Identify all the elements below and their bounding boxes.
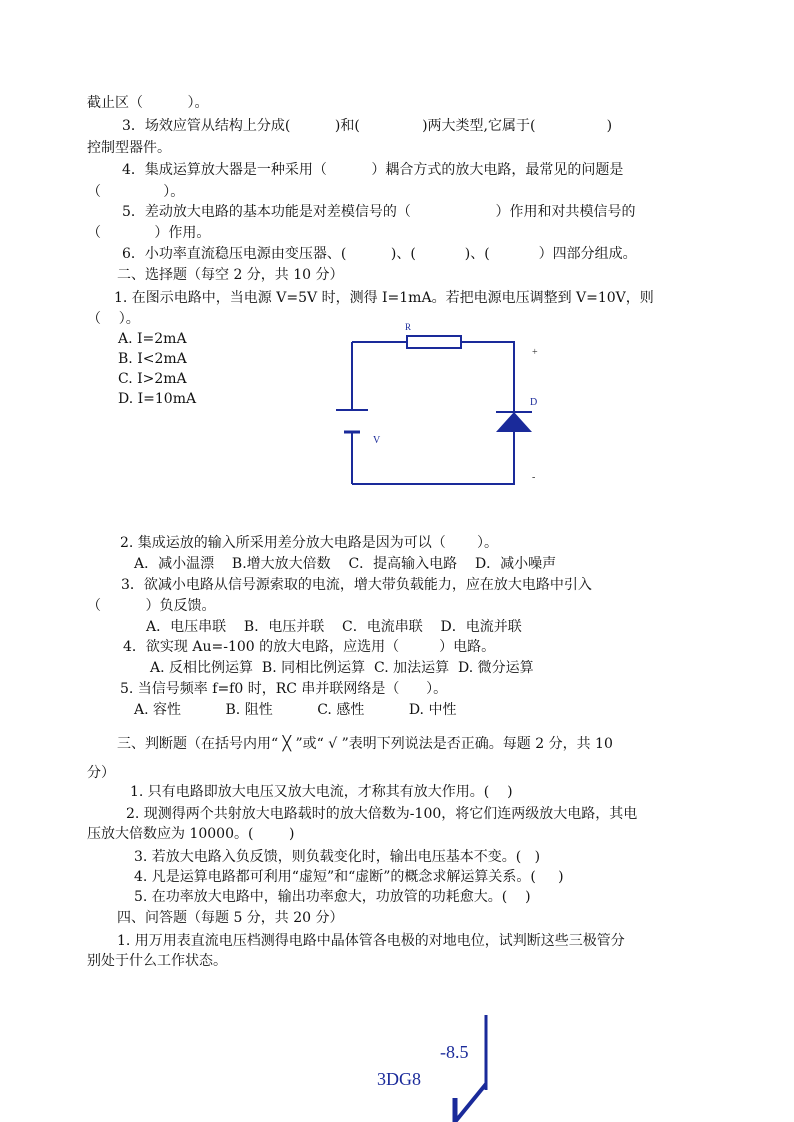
judge-statement-2-line-1: 2. 现测得两个共射放大电路载时的放大倍数为-100，将它们连两级放大电路，其电 [126, 806, 638, 822]
choice-question-1-option-c: C. I>2mA [118, 371, 187, 387]
judge-section-header-line-2: 分） [87, 765, 115, 781]
choice-question-1-line-1: 1. 在图示电路中，当电源 V=5V 时，测得 I=1mA。若把电源电压调整到 V=10V，则 [114, 290, 654, 306]
source-label: V [373, 435, 381, 446]
voltage-label: -8.5 [440, 1042, 469, 1062]
fill-question-3-line-1: 3．场效应管从结构上分成( )和( )两大类型,它属于( ) [122, 118, 613, 134]
fill-question-4-line-2: （ ）。 [87, 184, 185, 200]
judge-statement-2-line-2: 压放大倍数应为 10000。( ) [87, 826, 295, 842]
wire-top-right [461, 342, 514, 412]
fill-question-6: 6．小功率直流稳压电源由变压器、( )、( )、( ）四部分组成。 [122, 246, 637, 262]
choice-question-3-line-1: 3．欲减小电路从信号源索取的电流，增大带负载能力，应在放大电路中引入 [121, 577, 592, 593]
choice-section-header: 二、选择题（每空 2 分，共 10 分） [117, 267, 344, 283]
choice-question-5: 5. 当信号频率 f=f0 时，RC 串并联网络是（ ）。 [120, 681, 448, 697]
minus-sign: - [532, 472, 536, 483]
diode-label: D [530, 397, 538, 408]
choice-question-4: 4．欲实现 Au=-100 的放大电路，应选用（ ）电路。 [123, 639, 496, 655]
choice-question-1-option-d: D. I=10mA [118, 391, 197, 407]
choice-question-3-options: A．电压串联 B．电压并联 C．电流串联 D．电流并联 [146, 619, 522, 635]
qa-question-1-line-2: 别处于什么工作状态。 [87, 953, 227, 969]
qa-section-header: 四、问答题（每题 5 分，共 20 分） [117, 910, 344, 926]
resistor-symbol [407, 336, 461, 348]
choice-question-5-options: A. 容性 B. 阻性 C. 感性 D. 中性 [134, 702, 457, 718]
judge-statement-5: 5. 在功率放大电路中，输出功率愈大，功放管的功耗愈大。( ) [134, 889, 531, 905]
judge-statement-1: 1. 只有电路即放大电压又放大电流，才称其有放大作用。( ) [130, 784, 513, 800]
choice-question-1-option-b: B. I<2mA [118, 351, 187, 367]
judge-statement-3: 3. 若放大电路入负反馈，则负载变化时，输出电压基本不变。( ) [134, 849, 541, 865]
judge-section-header-line-1: 三、判断题（在括号内用“ ╳ ”或“ √ ”表明下列说法是否正确。每题 2 分，共 10 [117, 736, 613, 752]
fill-question-5-line-1: 5．差动放大电路的基本功能是对差模信号的（ ）作用和对共模信号的 [122, 204, 636, 220]
choice-question-2-options: A．减小温漂 B.增大放大倍数 C．提高输入电路 D．减小噪声 [134, 556, 557, 572]
choice-question-4-options: A. 反相比例运算 B. 同相比例运算 C. 加法运算 D. 微分运算 [150, 660, 534, 676]
plus-sign: + [532, 347, 538, 358]
transistor-model-label: 3DG8 [377, 1069, 421, 1089]
qa-question-1-line-1: 1. 用万用表直流电压档测得电路中晶体管各电极的对地电位，试判断这些三极管分 [117, 933, 625, 949]
fill-question-3-line-2: 控制型器件。 [87, 140, 171, 156]
choice-question-1-line-2: （ ）。 [87, 311, 140, 327]
choice-question-3-line-2: （ ）负反馈。 [87, 598, 216, 614]
diode-triangle [496, 412, 532, 432]
wire-bottom [352, 432, 514, 484]
choice-question-1-option-a: A. I=2mA [118, 331, 187, 347]
choice-question-2: 2. 集成运放的输入所采用差分放大电路是因为可以（ ）。 [120, 535, 498, 551]
fill-line-1: 截止区（ ）。 [87, 95, 209, 111]
resistor-label: R [405, 322, 412, 332]
transistor-emitter-line [455, 1084, 486, 1122]
fill-question-5-line-2: （ ）作用。 [87, 225, 211, 241]
judge-statement-4: 4. 凡是运算电路都可利用“虚短”和“虚断”的概念求解运算关系。( ) [134, 869, 564, 885]
fill-question-4-line-1: 4．集成运算放大器是一种采用（ ）耦合方式的放大电路，最常见的问题是 [122, 162, 624, 178]
